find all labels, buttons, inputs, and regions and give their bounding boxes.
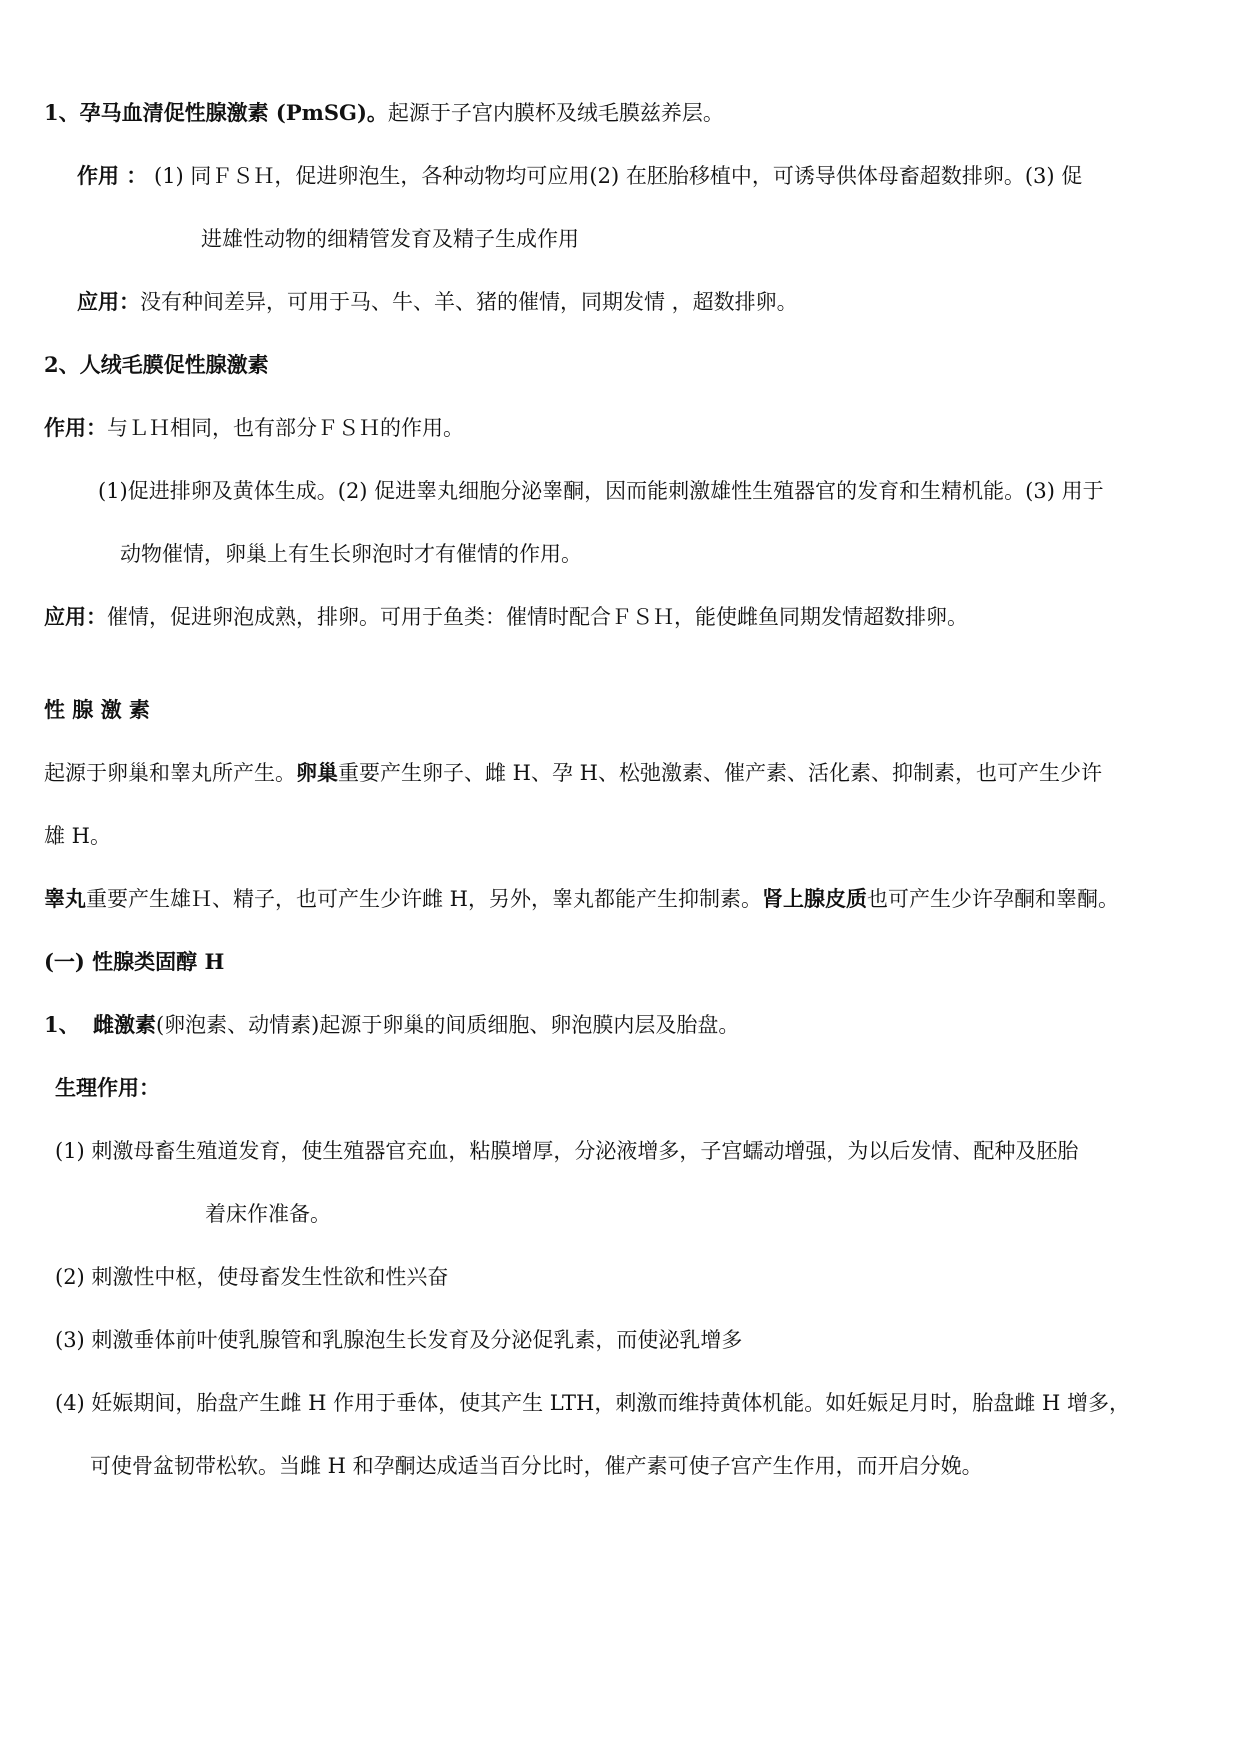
gonad-intro-line2: 雄 H。	[44, 824, 111, 848]
gonad-testis-text: 重要产生雄Ｈ、精子，也可产生少许雌 H，另外，睾丸都能产生抑制素。	[86, 887, 762, 911]
pmsg-app-text: 没有种间差异，可用于马、牛、羊、猪的催情，同期发情 ，超数排卵。	[140, 290, 798, 314]
hcg-app-label: 应用：	[44, 604, 107, 629]
gonad-testis	[44, 885, 1119, 913]
hcg-effect	[44, 414, 464, 442]
gonad-testis-label: 睾丸	[44, 886, 86, 911]
gonad-heading-text: 性 腺 激 素	[44, 697, 150, 722]
gonad-intro-c: 重要产生卵子、雌 H、孕 H、松弛激素、催产素、活化素、抑制素，也可产生少许	[338, 761, 1102, 785]
estrogen-title	[44, 1011, 739, 1039]
hcg-list-line2: 动物催情，卵巢上有生长卵泡时才有催情的作用。	[120, 542, 582, 566]
estrogen-num: 1、	[44, 1012, 80, 1037]
phys-label	[55, 1074, 160, 1102]
pmsg-effect-line1: (1) 同ＦＳＨ，促进卵泡生，各种动物均可应用(2) 在胚胎移植中，可诱导供体母畜超数排卵。(3) 促	[154, 164, 1083, 188]
gonad-adrenal-text: 也可产生少许孕酮和睾酮。	[867, 887, 1119, 911]
hcg-list-line1: (1)促进排卵及黄体生成。(2) 促进睾丸细胞分泌睾酮，因而能刺激雄性生殖器官的发育和生精机能。(3) 用于	[98, 479, 1104, 503]
item1-line2: 着床作准备。	[205, 1202, 331, 1226]
pmsg-title-bold: 1、孕马血清促性腺激素 (PmSG)。	[44, 100, 388, 125]
item4-line2: 可使骨盆韧带松软。当雌 H 和孕酮达成适当百分比时，催产素可使子宫产生作用，而开启分娩。	[90, 1454, 983, 1478]
steroid-heading-text: (一) 性腺类固醇 H	[44, 949, 225, 974]
item3: (3) 刺激垂体前叶使乳腺管和乳腺泡生长发育及分泌促乳素，而使泌乳增多	[55, 1328, 743, 1352]
item2: (2) 刺激性中枢，使母畜发生性欲和性兴奋	[55, 1265, 449, 1289]
hcg-effect-label: 作用：	[44, 415, 107, 440]
pmsg-title-rest: 起源于子宫内膜杯及绒毛膜兹养层。	[387, 101, 724, 125]
gonad-heading	[44, 696, 150, 724]
pmsg-app-label: 应用：	[77, 289, 140, 314]
hcg-effect-text: 与ＬＨ相同，也有部分ＦＳＨ的作用。	[107, 416, 464, 440]
gonad-adrenal-label: 肾上腺皮质	[762, 886, 867, 911]
gonad-intro-a: 起源于卵巢和睾丸所产生。	[44, 761, 296, 785]
gonad-ovary-label: 卵巢	[296, 760, 338, 785]
hcg-app-text: 催情，促进卵泡成熟，排卵。可用于鱼类：催情时配合ＦＳＨ，能使雌鱼同期发情超数排卵。	[107, 605, 968, 629]
phys-label-text: 生理作用：	[55, 1075, 160, 1100]
estrogen-text: (卵泡素、动情素)起源于卵巢的间质细胞、卵泡膜内层及胎盘。	[155, 1013, 740, 1037]
pmsg-effect	[77, 162, 1082, 190]
hcg-title-text: 2、人绒毛膜促性腺激素	[44, 352, 269, 377]
gonad-intro	[44, 759, 1102, 787]
hcg-title	[44, 351, 269, 379]
steroid-heading	[44, 948, 224, 976]
hcg-application	[44, 603, 968, 631]
item4-line1: (4) 妊娠期间，胎盘产生雌 H 作用于垂体，使其产生 LTH，刺激而维持黄体机能。如妊娠足月时，胎盘雌 H 增多，	[55, 1391, 1130, 1415]
pmsg-effect-line2: 进雄性动物的细精管发育及精子生成作用	[201, 227, 579, 251]
pmsg-title	[44, 99, 724, 127]
pmsg-application	[77, 288, 798, 316]
estrogen-label: 雌激素	[92, 1012, 156, 1037]
pmsg-effect-label: 作用 ：	[77, 163, 148, 188]
item1-line1: (1) 刺激母畜生殖道发育，使生殖器官充血，粘膜增厚，分泌液增多，子宫蠕动增强，为以后发情、配种及胚胎	[55, 1139, 1079, 1163]
